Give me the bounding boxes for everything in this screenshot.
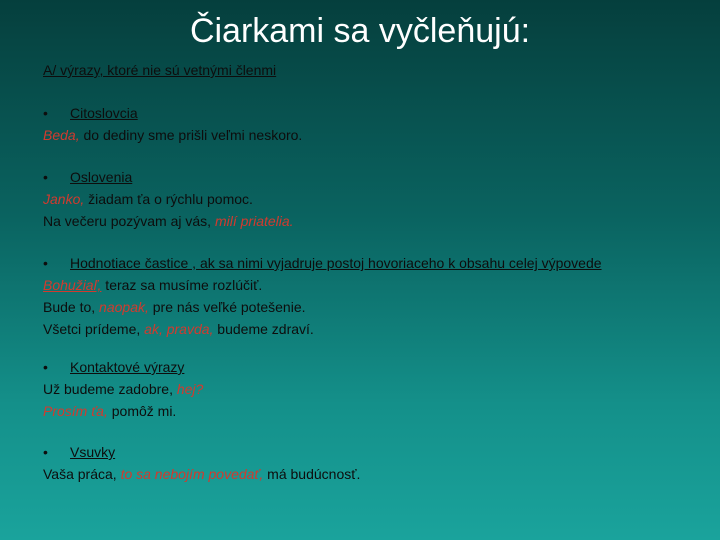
plain-text: Vaša práca, xyxy=(43,466,121,482)
bullet-label: Kontaktové výrazy xyxy=(70,359,185,375)
highlighted-text: Janko, xyxy=(43,191,85,207)
highlighted-text: milí priatelia. xyxy=(214,213,294,229)
bullet-label: Vsuvky xyxy=(70,444,116,460)
bullet-icon: • xyxy=(43,444,48,460)
plain-text: Na večeru pozývam aj vás, xyxy=(43,213,215,229)
highlighted-text: Beda, xyxy=(43,127,80,143)
example-line xyxy=(43,296,703,318)
bullet-icon: • xyxy=(43,359,48,375)
plain-text: žiadam ťa o rýchlu pomoc. xyxy=(84,191,253,207)
bullet-item xyxy=(43,252,703,274)
plain-text: pre nás veľké potešenie. xyxy=(148,299,306,315)
bullet-label: Citoslovcia xyxy=(70,105,138,121)
plain-text: má budúcnosť. xyxy=(263,466,361,482)
highlighted-text: Bohužiaľ, xyxy=(43,277,102,293)
example-line xyxy=(43,400,703,422)
bullet-label: Hodnotiace častice , ak sa nimi vyjadruje postoj hovoriaceho k obsahu celej výpovede xyxy=(70,255,602,271)
bullet-item xyxy=(43,356,703,378)
bullet-item xyxy=(43,166,703,188)
bullet-icon: • xyxy=(43,169,48,185)
bullet-label: Oslovenia xyxy=(70,169,133,185)
bullet-icon: • xyxy=(43,255,48,271)
section-heading: A/ výrazy, ktoré nie sú vetnými členmi xyxy=(43,62,277,78)
slide-content xyxy=(43,60,703,482)
plain-text: do dediny sme prišli veľmi neskoro. xyxy=(79,127,303,143)
example-line xyxy=(43,124,703,146)
highlighted-text: ak, pravda, xyxy=(144,321,214,337)
example-line xyxy=(43,378,703,400)
section-vsuvky xyxy=(43,441,703,485)
bullet-icon: • xyxy=(43,105,48,121)
plain-text: budeme zdraví. xyxy=(213,321,314,337)
example-line xyxy=(43,210,703,232)
highlighted-text: naopak, xyxy=(99,299,149,315)
highlighted-text: hej? xyxy=(176,381,204,397)
example-line xyxy=(43,274,703,296)
highlighted-text: to sa nebojím povedať, xyxy=(120,466,264,482)
bullet-item xyxy=(43,102,703,124)
plain-text: Všetci prídeme, xyxy=(43,321,145,337)
example-line xyxy=(43,318,703,340)
example-line xyxy=(43,463,703,485)
section-hodnotiace-castice xyxy=(43,252,703,340)
example-line xyxy=(43,188,703,210)
section-oslovenia xyxy=(43,166,703,232)
plain-text: Už budeme zadobre, xyxy=(43,381,177,397)
highlighted-text: Prosím ťa, xyxy=(43,403,108,419)
section-kontaktove-vyrazy xyxy=(43,356,703,422)
slide-title: Čiarkami sa vyčleňujú: xyxy=(189,12,531,50)
plain-text: Bude to, xyxy=(43,299,100,315)
section-citoslovcia xyxy=(43,102,703,146)
plain-text: teraz sa musíme rozlúčiť. xyxy=(101,277,263,293)
bullet-item xyxy=(43,441,703,463)
plain-text: pomôž mi. xyxy=(107,403,177,419)
